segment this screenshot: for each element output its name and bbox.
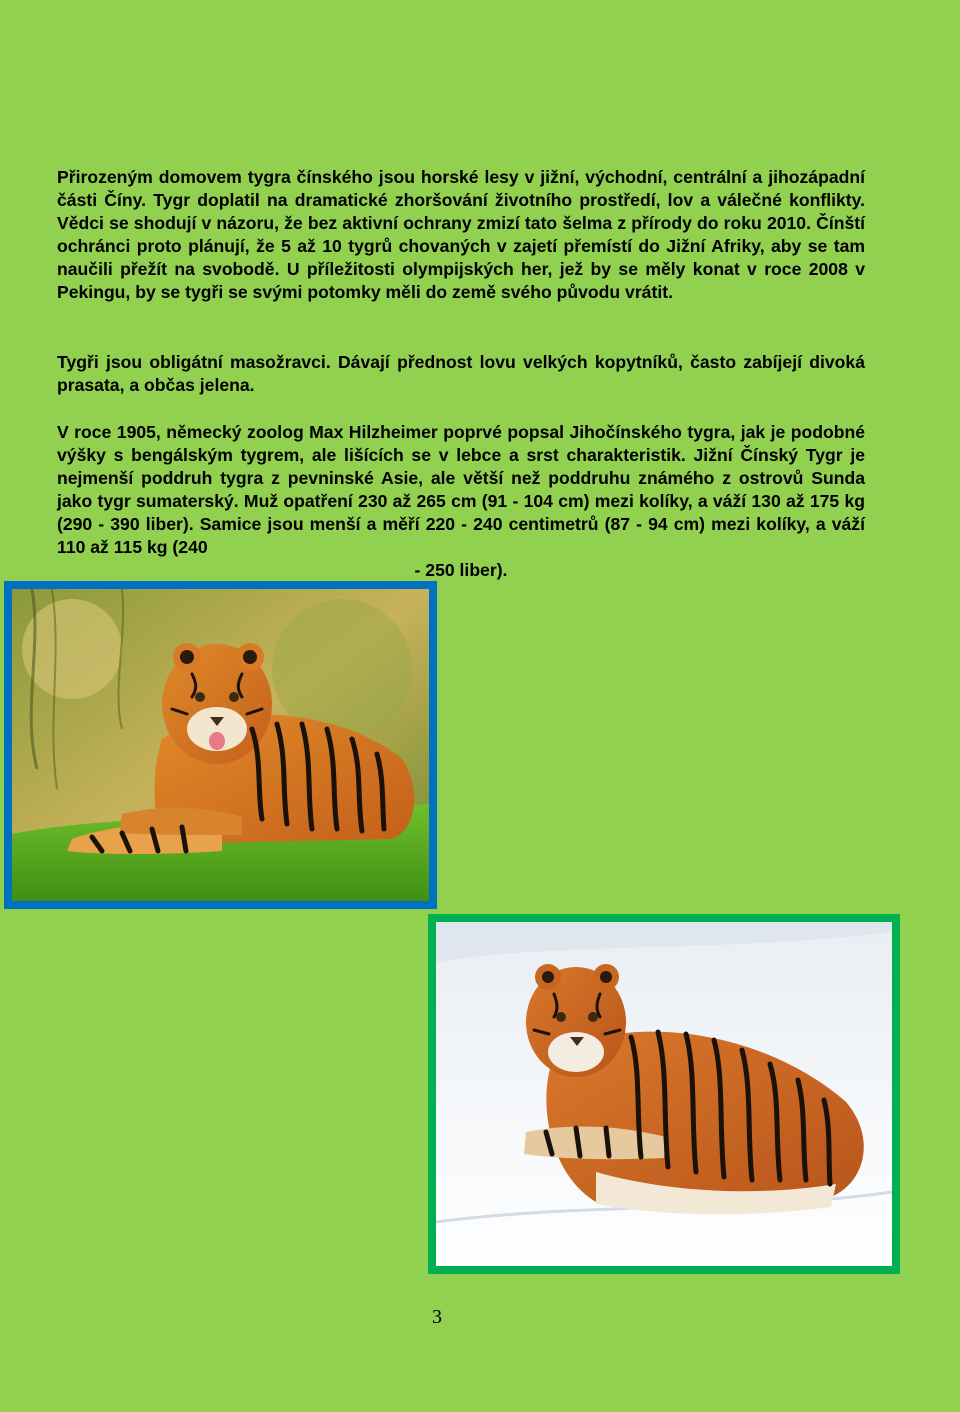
tiger-snow-photo bbox=[428, 914, 900, 1274]
paragraph-description-main: V roce 1905, německý zoolog Max Hilzheimer poprvé popsal Jihočínského tygra, jak je podobné výšky s bengálským tygrem, ale lišících se v lebce a srst charakteristik. Jižní Čínský Tygr je nejmenší poddruh tygra z pevninské Asie, ale větší než poddruhu známého z ostrovů Sunda jako tygr sumaterský. Muž opatření 230 až 265 cm (91 - 104 cm) mezi kolíky, a váží 130 až 175 kg (290 - 390 liber). Samice jsou menší a měří 220 - 240 centimetrů (87 - 94 cm) mezi kolíky, a váží 110 až 115 kg (240 bbox=[57, 422, 865, 557]
paragraph-diet bbox=[57, 351, 865, 397]
paragraph-habitat bbox=[57, 166, 865, 304]
tiger-grass-photo bbox=[4, 581, 437, 909]
tiger-snow-illustration bbox=[436, 922, 892, 1266]
paragraph-description bbox=[57, 421, 865, 582]
tiger-grass-illustration bbox=[12, 589, 429, 901]
paragraph-habitat-text: Přirozeným domovem tygra čínského jsou horské lesy v jižní, východní, centrální a jihozápadní části Číny. Tygr doplatil na dramatické zhoršování životního prostředí, lov a válečné konflikty. Vědci se shodují v názoru, že bez aktivní ochrany zmizí tato šelma z přírody do roku 2010. Čínští ochránci proto plánují, že 5 až 10 tygrů chovaných v zajetí přemístí do Jižní Afriky, aby se tam naučili přežít na svobodě. U příležitosti olympijských her, jež by se měly konat v roce 2008 v Pekingu, by se tygři se svými potomky měli do země svého původu vrátit. bbox=[57, 167, 865, 302]
paragraph-diet-text: Tygři jsou obligátní masožravci. Dávají přednost lovu velkých kopytníků, často zabíjejí divoká prasata, a občas jelena. bbox=[57, 352, 865, 395]
paragraph-description-text bbox=[57, 421, 865, 582]
page-number: 3 bbox=[432, 1306, 442, 1328]
paragraph-description-last-line: - 250 liber). bbox=[414, 560, 508, 580]
